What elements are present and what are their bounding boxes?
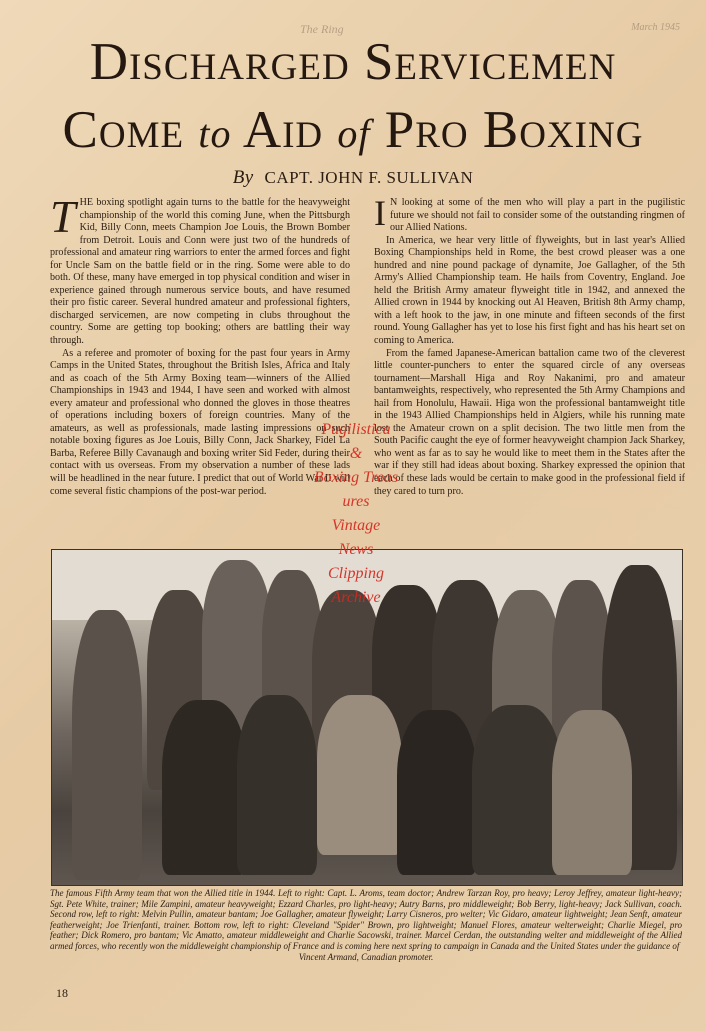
- photo-figure: [472, 705, 562, 875]
- watermark-line: Boxing Treas: [313, 469, 399, 486]
- left-paragraph-1-text: HE boxing spotlight again turns to the battle for the heavyweight championship of the world this coming June, when the Pittsburgh Kid, Billy Conn, meets Champion Joe Louis, the Brown Bomber from Detroit. Louis and Conn were just two of the hundreds of professional and amateur ring warriors to enter the armed forces and fight for Uncle Sam on the battle field or in the ring. Some were able to do both. Of these, many have emerged in top physical condition and wiser in experience gained through numerous service bouts, and have resumed their pro fistic career. Several hundred amateur and professional fighters, discharged servicemen, are now competing in clubs throughout the country. Some are getting top booking; others are battling their way through.: [50, 197, 350, 347]
- photo-figure: [397, 710, 477, 875]
- photo-caption: [50, 888, 682, 962]
- archive-watermark: [296, 418, 416, 610]
- headline-line-2: [0, 98, 706, 166]
- watermark-line: ures: [342, 493, 370, 510]
- right-paragraph-2: In America, we hear very little of flyweights, but in last year's Allied Boxing Championships held in Rome, the best crowd pleaser was a one hundred and nine pound package of dynamite, Joe Gallagher, of the 5th Army's Allied Championship team. He hails from Coventry, England. Joe held the British Army amateur flyweight title in 1942, and annexed the Allied crown in 1944 by knocking out Al Heaven, British 8th Army champ, with a left hook to the jaw, in one minute and fifteen seconds of the first round. Young Gallagher has yet to lose his first fight and has his heart set on coming to America.: [374, 234, 685, 347]
- watermark-line: Clipping: [327, 565, 384, 582]
- masthead-title: The Ring: [300, 22, 344, 36]
- left-paragraph-1: [50, 197, 350, 348]
- byline-by: By: [232, 167, 254, 188]
- drop-cap-i: I: [374, 197, 386, 233]
- headline-word-of: of: [337, 111, 371, 156]
- page-number: 18: [56, 986, 68, 1000]
- right-paragraph-1-text: N looking at some of the men who will play a part in the pugilistic future we should not fail to consider some of the outstanding ringmen of our Allied Nations.: [390, 197, 685, 234]
- photo-figure: [72, 610, 142, 880]
- headline-word-pro-boxing: Pro Boxing: [384, 101, 644, 159]
- drop-cap-t: T: [50, 197, 76, 242]
- watermark-line: &: [349, 445, 363, 462]
- photo-figure: [317, 695, 402, 855]
- photo-figure: [552, 710, 632, 875]
- right-paragraph-3: From the famed Japanese-American battalion came two of the cleverest little counter-punchers to enter the squared circle of any overseas tournament—Marshall Higa and Roy Nakanimi, pro and amateur bantamweights, respectively, who represented the 5th Army Champions and hail from Honolulu, Hawaii. Higa won the professional bantamweight title in the 1943 Allied Championships held in Algiers, while his running mate lost the Amateur crown on a split decision. The two little men from the South Pacific caught the eye of former heavyweight champion Jack Sharkey, who went as far as to say he would like to meet them in the States after the war if they still had ideas about boxing. Sharkey expressed the opinion that each of these lads would be certain to make good in the professional field if they cared to turn pro.: [374, 347, 685, 497]
- article-column-right: [374, 197, 685, 547]
- headline-line-1: Discharged Servicemen: [89, 33, 617, 91]
- watermark-line: Pugilistica: [321, 421, 391, 438]
- caption-end: Vincent Armand, Canadian promoter.: [298, 951, 434, 962]
- watermark-line: News: [338, 541, 374, 558]
- headline-word-come: Come: [62, 101, 185, 159]
- headline-word-to: to: [198, 111, 232, 156]
- caption-text: The famous Fifth Army team that won the Allied title in 1944. Left to right: Capt. L. Aroms, team doctor; Andrew Tarzan Roy, pro heavy; Leroy Jeffrey, amateur light-heavy; Sgt. Pete White, trainer; Mile Zampini, amateur heavyweight; Ezzard Charles, pro light-heavy; Autry Barns, pro middleweight; Bob Berry, light-heavy; Jack Sullivan, coach. Second row, left to right: Melvin Pullin, amateur bantam; Joe Gallagher, amateur flyweight; Larry Cisneros, pro welter; Vic Gidaro, amateur lightweight; Jean Senft, amateur featherweight; Joe Trienfanti, trainer. Bottom row, left to right: Cleveland "Spider" Brown, pro lightweight; Manuel Flores, amateur welterweight; Charlie Miegel, pro feather; Dick Romero, pro bantam; Vic Amatto, amateur middleweight and Charlie Sacowski, trainer. Marcel Cerdan, the outstanding welter and middleweight of the Allied armed forces, who recently won the middleweight championship of France and is coming here next spring to campaign in Canada and the United States under the guidance of: [50, 888, 682, 951]
- byline: [0, 167, 706, 189]
- photo-figure: [237, 695, 317, 875]
- right-paragraph-1: [374, 197, 685, 235]
- masthead-date: March 1945: [631, 22, 680, 33]
- photo-figure: [162, 700, 247, 875]
- byline-author: CAPT. JOHN F. SULLIVAN: [264, 168, 474, 187]
- left-paragraph-2: As a referee and promoter of boxing for the past four years in Army Camps in the United States, throughout the British Isles, Africa and Italy and as coach of the 5th Army Boxing team—winners of the Allied Championships in 1943 and 1944, I have seen and worked with almost every amateur and professional who donned the gloves in those theatres of operations including boxers of foreign countries. Many of the amateurs, as well as professionals, made lasting impressions on such notable boxing figures as Joe Louis, Billy Conn, Jack Sharkey, Fidel La Barba, Referee Billy Cavanaugh and boxing writer Sid Feder, during their contact with us overseas. From my observation a number of these lads will be headlined in the near future. I predict that out of World War II will come several fistic champions of the post-war period.: [50, 347, 350, 497]
- headline-word-aid: Aid: [242, 101, 324, 159]
- watermark-line: Archive: [331, 589, 381, 606]
- watermark-line: Vintage: [331, 517, 381, 534]
